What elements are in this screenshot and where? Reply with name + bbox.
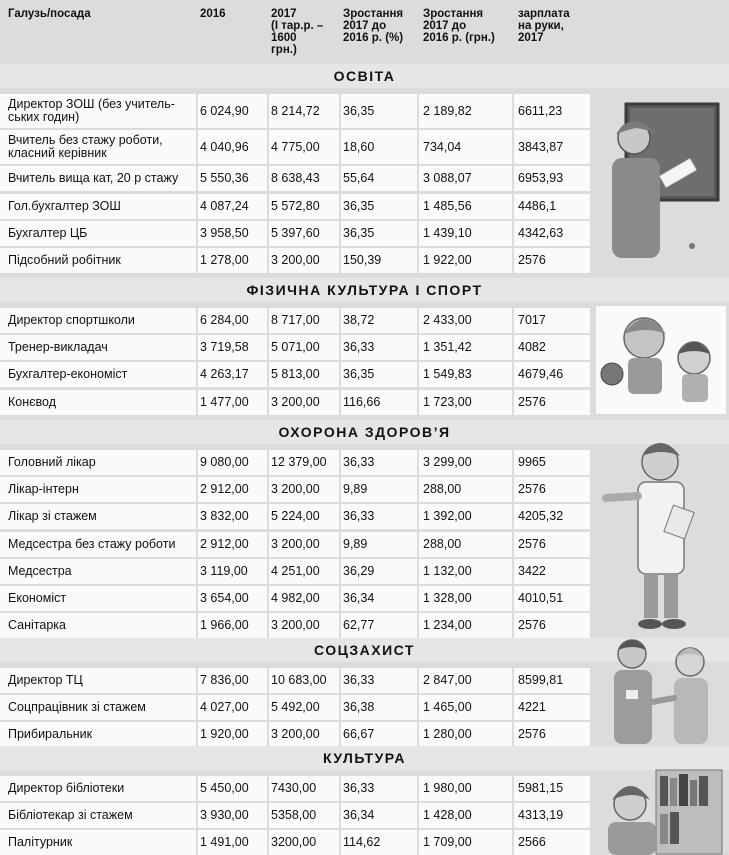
take-home-cell: 4313,19	[518, 808, 564, 823]
column-divider	[417, 586, 419, 611]
column-divider	[512, 668, 514, 693]
position-cell: Медсестра	[8, 563, 72, 578]
value-2016-cell: 2 912,00	[200, 482, 249, 497]
children-icon	[596, 306, 726, 414]
take-home-cell: 9965	[518, 455, 546, 469]
column-divider	[196, 362, 198, 387]
table-row	[0, 194, 590, 219]
table-row	[0, 130, 590, 164]
table-row	[0, 668, 590, 693]
growth-uah-cell: 1 549,83	[423, 367, 472, 382]
column-divider	[512, 248, 514, 273]
take-home-cell: 5981,15	[518, 781, 564, 795]
growth-percent-cell: 36,34	[343, 808, 375, 823]
position-cell: Бухгалтер ЦБ	[8, 225, 88, 240]
column-divider	[196, 166, 198, 191]
growth-uah-cell: 1 392,00	[423, 509, 472, 524]
table-row	[0, 248, 590, 273]
growth-uah-cell: 1 465,00	[423, 700, 472, 715]
column-divider	[196, 221, 198, 246]
column-divider	[196, 559, 198, 584]
column-divider	[512, 803, 514, 828]
section-title: ОХОРОНА ЗДОРОВ’Я	[0, 420, 729, 444]
column-divider	[417, 390, 419, 415]
teacher-icon	[604, 98, 722, 260]
value-2016-cell: 1 477,00	[200, 394, 249, 409]
take-home-cell: 4205,32	[518, 509, 564, 524]
table-row	[0, 477, 590, 502]
header-growth-uah: Зростання 2017 до 2016 р. (грн.)	[423, 8, 495, 44]
column-divider	[417, 504, 419, 529]
growth-percent-cell: 38,72	[343, 313, 375, 327]
column-divider	[512, 830, 514, 855]
position-cell: Підсобний робітник	[8, 253, 121, 267]
value-2017-cell: 8 638,43	[271, 171, 320, 186]
take-home-cell: 4342,63	[518, 225, 564, 240]
column-divider	[267, 94, 269, 128]
column-divider	[512, 308, 514, 333]
value-2017-cell: 8 214,72	[271, 103, 320, 118]
value-2017-cell: 5 813,00	[271, 367, 320, 382]
take-home-cell: 2576	[518, 482, 546, 497]
value-2016-cell: 7 836,00	[200, 673, 249, 687]
growth-percent-cell: 62,77	[343, 618, 375, 633]
value-2017-cell: 4 775,00	[271, 139, 320, 154]
column-divider	[267, 668, 269, 693]
column-divider	[196, 803, 198, 828]
table-row	[0, 504, 590, 529]
table-row	[0, 830, 590, 855]
take-home-cell: 4221	[518, 700, 546, 715]
position-cell: Медсестра без стажу роботи	[8, 536, 176, 551]
take-home-cell: 4010,51	[518, 591, 564, 605]
growth-percent-cell: 36,35	[343, 103, 375, 118]
growth-percent-cell: 66,67	[343, 727, 375, 742]
take-home-cell: 4486,1	[518, 198, 557, 213]
column-divider	[267, 613, 269, 638]
table-row	[0, 695, 590, 720]
position-cell: Конєвод	[8, 394, 56, 409]
value-2016-cell: 6 024,90	[200, 103, 249, 118]
table-row	[0, 559, 590, 584]
column-divider	[512, 450, 514, 475]
column-divider	[417, 668, 419, 693]
growth-percent-cell: 36,33	[343, 509, 375, 524]
value-2016-cell: 4 040,96	[200, 139, 249, 154]
position-cell: Бухгалтер-економіст	[8, 367, 128, 382]
take-home-cell: 2576	[518, 253, 546, 267]
growth-percent-cell: 55,64	[343, 171, 375, 186]
position-cell: Директор ТЦ	[8, 673, 83, 687]
column-divider	[512, 335, 514, 360]
growth-uah-cell: 1 280,00	[423, 727, 472, 742]
growth-uah-cell: 1 723,00	[423, 394, 472, 409]
growth-percent-cell: 36,35	[343, 198, 375, 213]
column-divider	[196, 477, 198, 502]
column-divider	[196, 830, 198, 855]
growth-uah-cell: 1 485,56	[423, 198, 472, 213]
column-divider	[267, 722, 269, 747]
column-divider	[512, 504, 514, 529]
column-divider	[512, 94, 514, 128]
value-2017-cell: 5 572,80	[271, 198, 320, 213]
value-2017-cell: 12 379,00	[271, 455, 327, 469]
position-cell: Санітарка	[8, 618, 66, 633]
column-divider	[267, 477, 269, 502]
column-divider	[512, 613, 514, 638]
column-divider	[417, 194, 419, 219]
column-divider	[267, 248, 269, 273]
column-divider	[512, 221, 514, 246]
column-divider	[417, 308, 419, 333]
growth-percent-cell: 36,33	[343, 673, 375, 687]
value-2016-cell: 4 263,17	[200, 367, 249, 382]
column-divider	[267, 335, 269, 360]
value-2017-cell: 5 224,00	[271, 509, 320, 524]
value-2017-cell: 5 492,00	[271, 700, 320, 715]
table-row	[0, 803, 590, 828]
column-divider	[196, 390, 198, 415]
growth-percent-cell: 36,35	[343, 367, 375, 382]
growth-uah-cell: 2 433,00	[423, 313, 472, 327]
column-divider	[512, 362, 514, 387]
position-cell: Лікар зі стажем	[8, 509, 97, 524]
growth-uah-cell: 1 132,00	[423, 563, 472, 578]
position-cell: Вчитель без стажу роботи, класний керівник	[8, 133, 163, 161]
column-divider	[267, 194, 269, 219]
column-divider	[417, 221, 419, 246]
doctor-icon	[598, 434, 720, 632]
column-divider	[196, 613, 198, 638]
position-cell: Економіст	[8, 591, 67, 605]
growth-percent-cell: 150,39	[343, 253, 382, 267]
growth-uah-cell: 1 922,00	[423, 253, 472, 267]
value-2016-cell: 1 966,00	[200, 618, 249, 633]
column-divider	[267, 504, 269, 529]
column-divider	[417, 477, 419, 502]
table-row	[0, 613, 590, 638]
growth-percent-cell: 36,38	[343, 700, 375, 715]
value-2017-cell: 4 982,00	[271, 591, 320, 605]
column-divider	[417, 166, 419, 191]
section-title: ОСВІТА	[0, 64, 729, 88]
position-cell: Головний лікар	[8, 455, 96, 469]
column-divider	[417, 722, 419, 747]
value-2016-cell: 3 958,50	[200, 225, 249, 240]
take-home-cell: 6611,23	[518, 103, 563, 118]
column-divider	[267, 532, 269, 557]
column-divider	[267, 130, 269, 164]
column-divider	[196, 450, 198, 475]
growth-uah-cell: 3 088,07	[423, 171, 472, 186]
column-divider	[196, 248, 198, 273]
column-divider	[417, 830, 419, 855]
growth-uah-cell: 288,00	[423, 482, 462, 497]
value-2016-cell: 2 912,00	[200, 536, 249, 551]
header-branch-position: Галузь/посада	[8, 8, 91, 20]
take-home-cell: 2576	[518, 536, 546, 551]
growth-percent-cell: 36,33	[343, 455, 375, 469]
column-divider	[196, 504, 198, 529]
column-divider	[267, 362, 269, 387]
take-home-cell: 2576	[518, 727, 546, 742]
section-title: СОЦЗАХИСТ	[0, 638, 729, 662]
column-divider	[512, 586, 514, 611]
header-growth-percent: Зростання 2017 до 2016 р. (%)	[343, 8, 404, 44]
column-divider	[196, 335, 198, 360]
column-divider	[267, 695, 269, 720]
column-divider	[512, 776, 514, 801]
value-2016-cell: 3 119,00	[200, 563, 248, 578]
column-divider	[196, 722, 198, 747]
growth-uah-cell: 1 980,00	[423, 781, 472, 795]
column-divider	[417, 130, 419, 164]
growth-percent-cell: 36,34	[343, 591, 375, 605]
growth-uah-cell: 288,00	[423, 536, 462, 551]
position-cell: Бібліотекар зі стажем	[8, 808, 133, 823]
position-cell: Лікар-інтерн	[8, 482, 79, 497]
header-2017: 2017 (І тар.р. – 1600 грн.)	[271, 8, 324, 56]
section-title: ФІЗИЧНА КУЛЬТУРА І СПОРТ	[0, 278, 729, 302]
column-divider	[267, 776, 269, 801]
growth-percent-cell: 9,89	[343, 482, 368, 497]
value-2016-cell: 4 027,00	[200, 700, 249, 715]
column-divider	[417, 532, 419, 557]
value-2017-cell: 3200,00	[271, 835, 317, 850]
value-2016-cell: 3 654,00	[200, 591, 249, 605]
growth-uah-cell: 1 439,10	[423, 225, 472, 240]
table-row	[0, 94, 590, 128]
table-row	[0, 450, 590, 475]
column-divider	[512, 695, 514, 720]
value-2017-cell: 3 200,00	[271, 482, 320, 497]
growth-uah-cell: 2 847,00	[423, 673, 472, 687]
table-row	[0, 586, 590, 611]
value-2016-cell: 3 719,58	[200, 340, 249, 355]
table-row	[0, 221, 590, 246]
column-divider	[267, 308, 269, 333]
column-divider	[512, 390, 514, 415]
section-title: КУЛЬТУРА	[0, 746, 729, 770]
column-divider	[512, 532, 514, 557]
column-divider	[196, 668, 198, 693]
value-2017-cell: 10 683,00	[271, 673, 327, 687]
column-divider	[196, 695, 198, 720]
value-2016-cell: 1 491,00	[200, 835, 249, 850]
take-home-cell: 2576	[518, 394, 546, 409]
growth-percent-cell: 18,60	[343, 139, 375, 154]
table-header	[0, 0, 729, 60]
table-row	[0, 362, 590, 387]
value-2016-cell: 6 284,00	[200, 313, 249, 327]
column-divider	[267, 166, 269, 191]
growth-percent-cell: 36,33	[343, 781, 375, 795]
table-row	[0, 308, 590, 333]
table-row	[0, 335, 590, 360]
growth-percent-cell: 36,29	[343, 563, 375, 578]
position-cell: Палітурник	[8, 835, 73, 850]
position-cell: Прибиральник	[8, 727, 93, 742]
table-row	[0, 776, 590, 801]
take-home-cell: 7017	[518, 313, 546, 327]
column-divider	[417, 248, 419, 273]
librarian-icon	[596, 768, 724, 855]
value-2016-cell: 1 278,00	[200, 253, 249, 267]
column-divider	[417, 776, 419, 801]
take-home-cell: 2566	[518, 835, 546, 850]
column-divider	[417, 335, 419, 360]
growth-percent-cell: 36,33	[343, 340, 375, 355]
column-divider	[267, 221, 269, 246]
column-divider	[417, 559, 419, 584]
value-2016-cell: 5 450,00	[200, 781, 249, 795]
value-2016-cell: 1 920,00	[200, 727, 249, 742]
column-divider	[417, 695, 419, 720]
column-divider	[196, 776, 198, 801]
growth-uah-cell: 1 234,00	[423, 618, 472, 633]
column-divider	[512, 477, 514, 502]
take-home-cell: 3843,87	[518, 139, 564, 154]
column-divider	[267, 586, 269, 611]
column-divider	[267, 830, 269, 855]
take-home-cell: 8599,81	[518, 673, 564, 687]
growth-uah-cell: 1 709,00	[423, 835, 472, 850]
column-divider	[196, 94, 198, 128]
growth-uah-cell: 734,04	[423, 139, 462, 154]
column-divider	[267, 390, 269, 415]
value-2017-cell: 8 717,00	[271, 313, 320, 327]
column-divider	[196, 130, 198, 164]
position-cell: Вчитель вища кат, 20 р стажу	[8, 171, 179, 186]
take-home-cell: 4082	[518, 340, 546, 355]
value-2017-cell: 5358,00	[271, 808, 317, 823]
column-divider	[512, 722, 514, 747]
social-workers-icon	[604, 636, 724, 746]
value-2017-cell: 7430,00	[271, 781, 317, 795]
column-divider	[417, 803, 419, 828]
take-home-cell: 3422	[518, 563, 546, 578]
column-divider	[196, 308, 198, 333]
growth-uah-cell: 3 299,00	[423, 455, 472, 469]
value-2017-cell: 3 200,00	[271, 253, 320, 267]
header-take-home-pay: зарплата на руки, 2017	[518, 8, 570, 44]
growth-uah-cell: 1 328,00	[423, 591, 472, 605]
growth-uah-cell: 2 189,82	[423, 103, 472, 118]
growth-uah-cell: 1 351,42	[423, 340, 472, 355]
column-divider	[417, 450, 419, 475]
position-cell: Директор ЗОШ (без учитель- ських годин)	[8, 97, 175, 124]
position-cell: Директор спортшколи	[8, 313, 135, 327]
value-2016-cell: 4 087,24	[200, 198, 249, 213]
growth-uah-cell: 1 428,00	[423, 808, 472, 823]
column-divider	[196, 586, 198, 611]
take-home-cell: 2576	[518, 618, 546, 633]
position-cell: Гол.бухгалтер ЗОШ	[8, 198, 121, 213]
value-2017-cell: 3 200,00	[271, 394, 320, 409]
column-divider	[417, 613, 419, 638]
column-divider	[196, 532, 198, 557]
value-2017-cell: 5 397,60	[271, 225, 320, 240]
table-row	[0, 722, 590, 747]
value-2017-cell: 5 071,00	[271, 340, 320, 355]
column-divider	[512, 166, 514, 191]
column-divider	[267, 450, 269, 475]
column-divider	[267, 803, 269, 828]
table-row	[0, 166, 590, 191]
value-2016-cell: 3 832,00	[200, 509, 249, 524]
table-row	[0, 532, 590, 557]
value-2017-cell: 4 251,00	[271, 563, 320, 578]
position-cell: Директор бібліотеки	[8, 781, 125, 795]
column-divider	[267, 559, 269, 584]
value-2017-cell: 3 200,00	[271, 618, 320, 633]
take-home-cell: 4679,46	[518, 367, 564, 382]
value-2016-cell: 5 550,36	[200, 171, 249, 186]
value-2016-cell: 9 080,00	[200, 455, 249, 469]
growth-percent-cell: 114,62	[343, 835, 381, 850]
position-cell: Тренер-викладач	[8, 340, 108, 355]
value-2017-cell: 3 200,00	[271, 536, 320, 551]
growth-percent-cell: 116,66	[343, 394, 381, 409]
table-row	[0, 390, 590, 415]
value-2016-cell: 3 930,00	[200, 808, 249, 823]
position-cell: Соцпрацівник зі стажем	[8, 700, 146, 715]
column-divider	[512, 194, 514, 219]
take-home-cell: 6953,93	[518, 171, 564, 186]
column-divider	[512, 130, 514, 164]
column-divider	[417, 94, 419, 128]
column-divider	[196, 194, 198, 219]
column-divider	[417, 362, 419, 387]
growth-percent-cell: 36,35	[343, 225, 375, 240]
growth-percent-cell: 9,89	[343, 536, 368, 551]
column-divider	[512, 559, 514, 584]
value-2017-cell: 3 200,00	[271, 727, 320, 742]
header-2016: 2016	[200, 8, 226, 20]
